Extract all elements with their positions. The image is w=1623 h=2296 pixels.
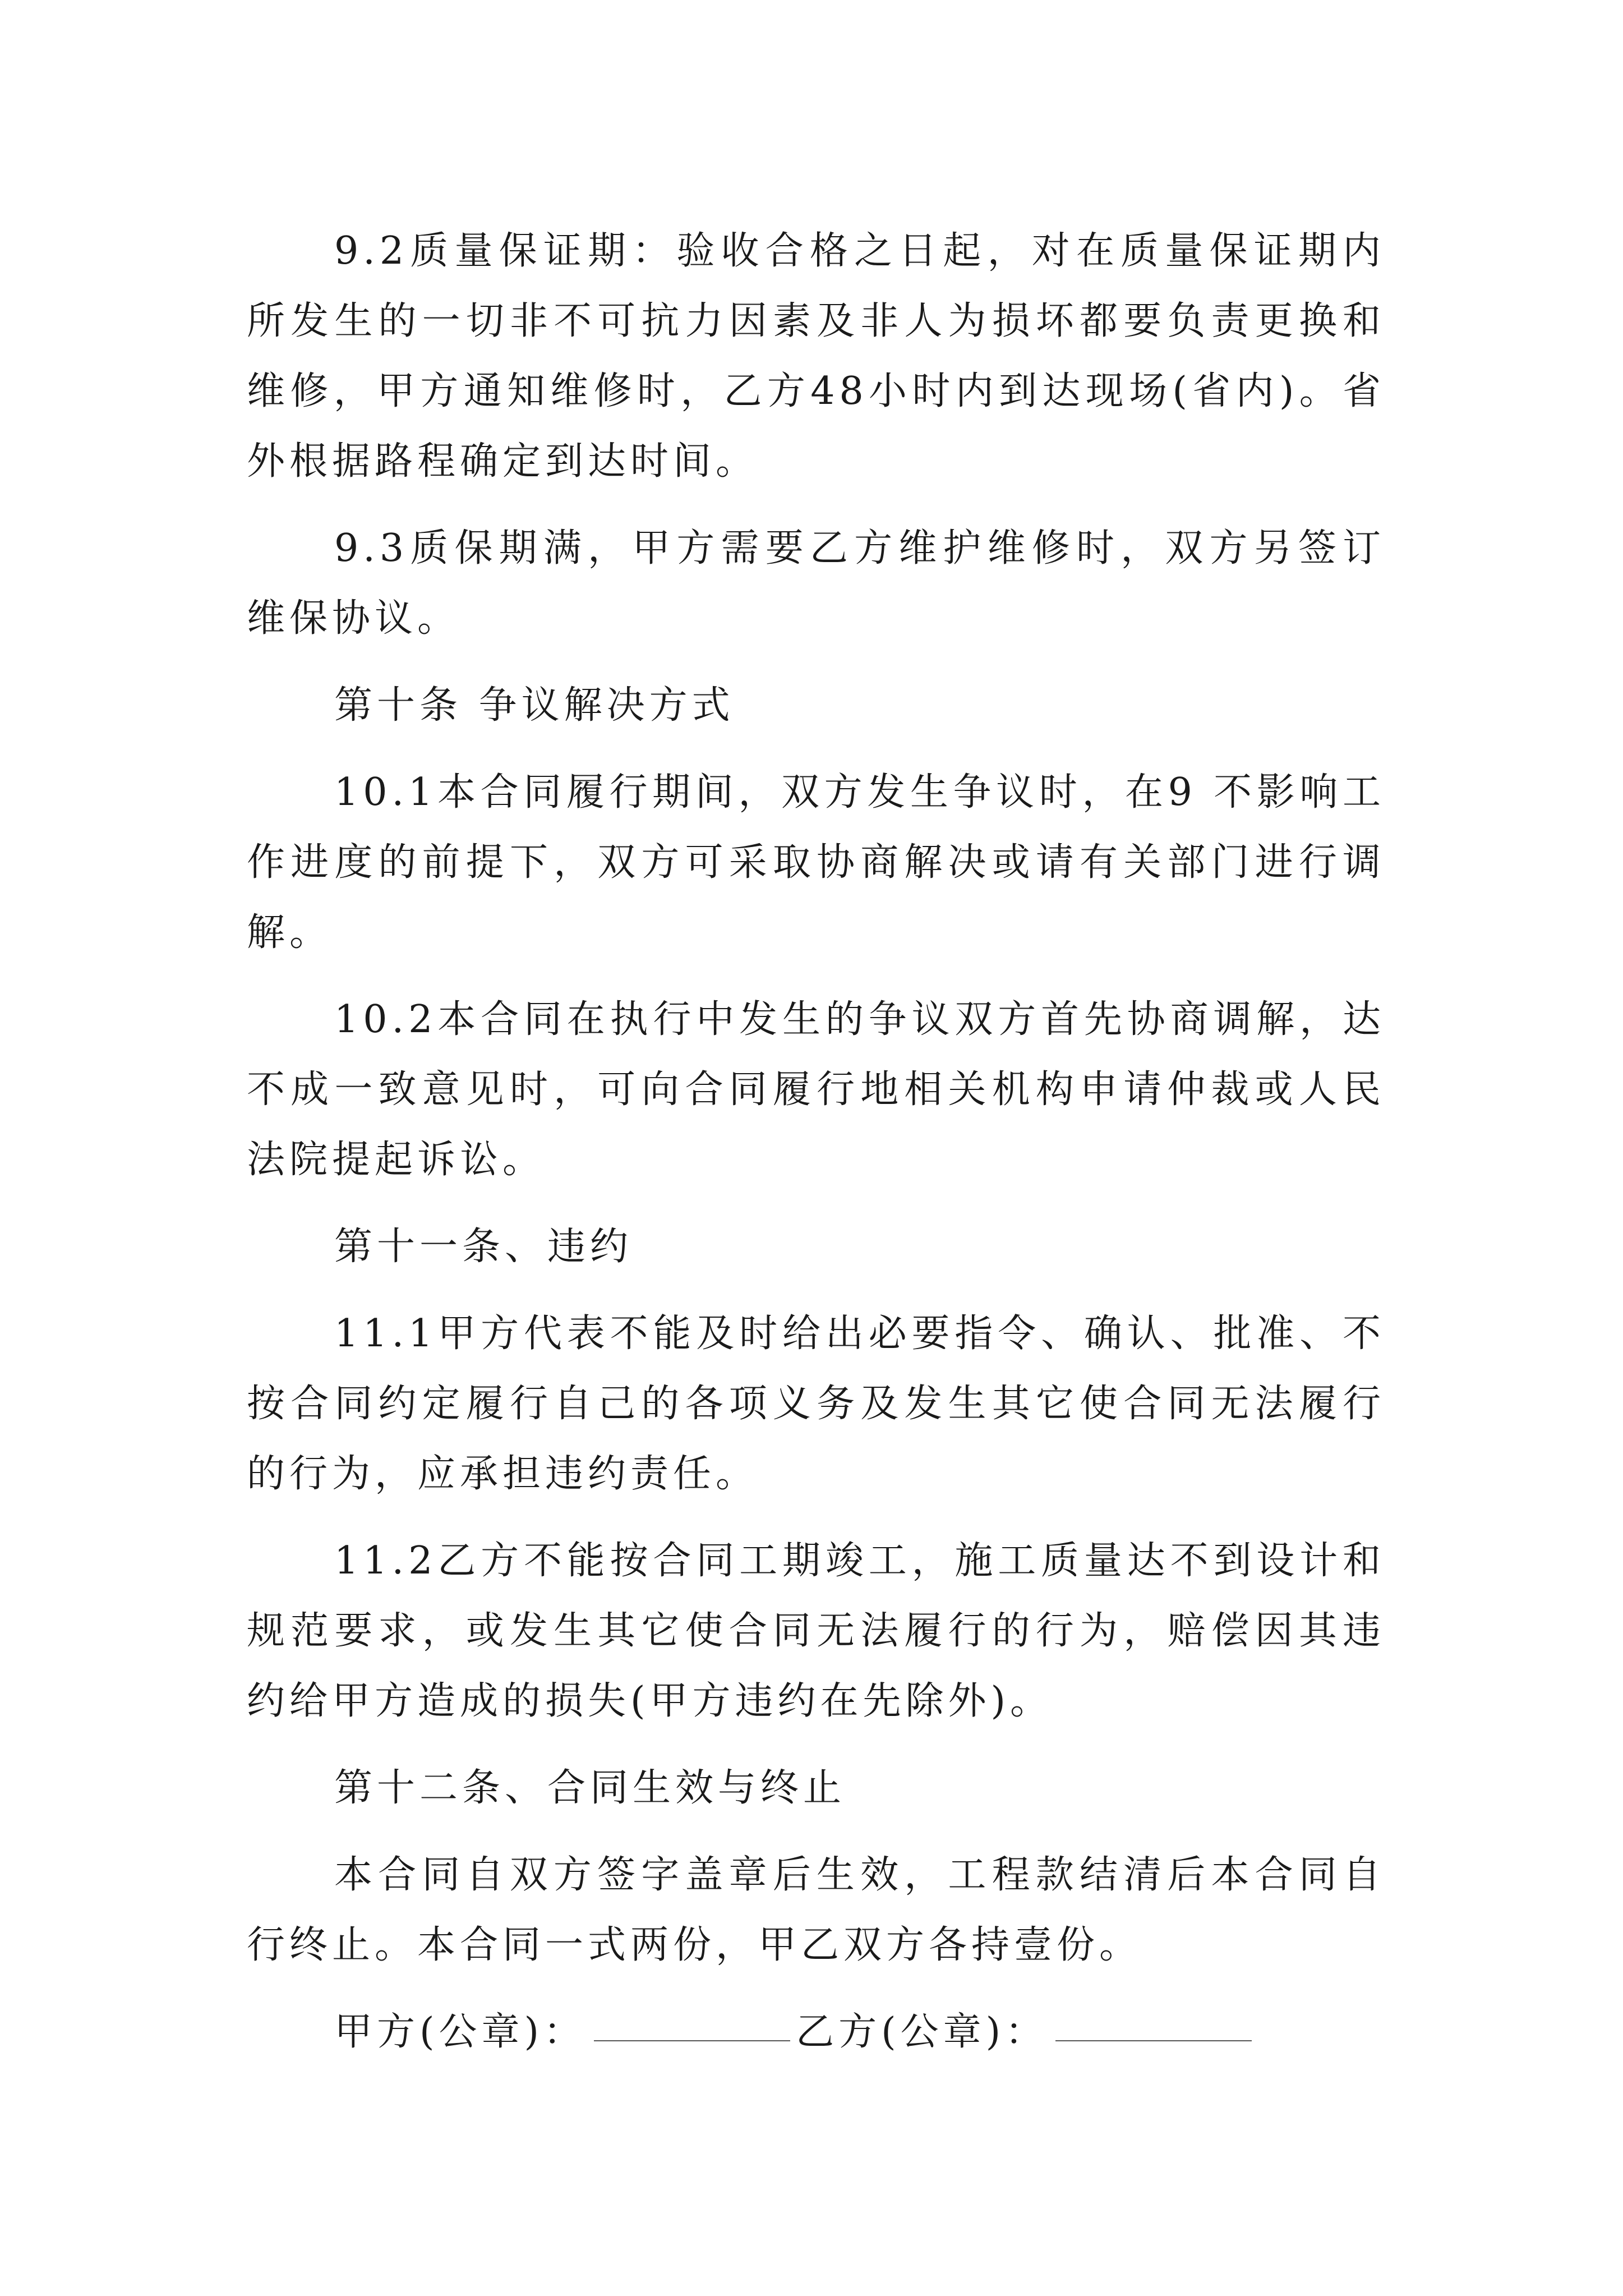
signature-line <box>247 1997 1385 2067</box>
clause-10-2: 10.2本合同在执行中发生的争议双方首先协商调解，达不成一致意见时，可向合同履行地相关机构申请仲裁或人民法院提起诉讼。 <box>247 997 1385 1182</box>
party-a-seal-blank <box>594 2040 790 2041</box>
clause-11-2: 11.2乙方不能按合同工期竣工，施工质量达不到设计和规范要求，或发生其它使合同无法履行的行为，赔偿因其违约给甲方造成的损失(甲方违约在先除外)。 <box>247 1539 1385 1723</box>
party-b-seal-blank <box>1055 2040 1252 2041</box>
document-body <box>247 216 1385 2067</box>
article-10-heading: 第十条 争议解决方式 <box>334 683 735 728</box>
clause-11-1: 11.1甲方代表不能及时给出必要指令、确认、批准、不按合同约定履行自己的各项义务及发生其它使合同无法履行的行为，应承担违约责任。 <box>247 1312 1385 1496</box>
article-12-heading: 第十二条、合同生效与终止 <box>334 1766 846 1810</box>
party-b-seal-label: 乙方(公章)： <box>796 2010 1048 2054</box>
clause-9-3: 9.3质保期满，甲方需要乙方维护维修时，双方另签订维保协议。 <box>247 526 1385 641</box>
article-12-text: 本合同自双方签字盖章后生效，工程款结清后本合同自行终止。本合同一式两份，甲乙双方各持壹份。 <box>247 1853 1385 1967</box>
article-11-heading: 第十一条、违约 <box>334 1225 633 1269</box>
party-a-seal-label: 甲方(公章)： <box>334 2010 587 2054</box>
clause-9-2: 9.2质量保证期：验收合格之日起，对在质量保证期内所发生的一切非不可抗力因素及非人为损坏都要负责更换和维修，甲方通知维修时，乙方48小时内到达现场(省内)。省外根据路程确定到达时间。 <box>247 229 1385 484</box>
clause-10-1: 10.1本合同履行期间，双方发生争议时，在9 不影响工作进度的前提下，双方可采取协商解决或请有关部门进行调解。 <box>247 770 1385 955</box>
